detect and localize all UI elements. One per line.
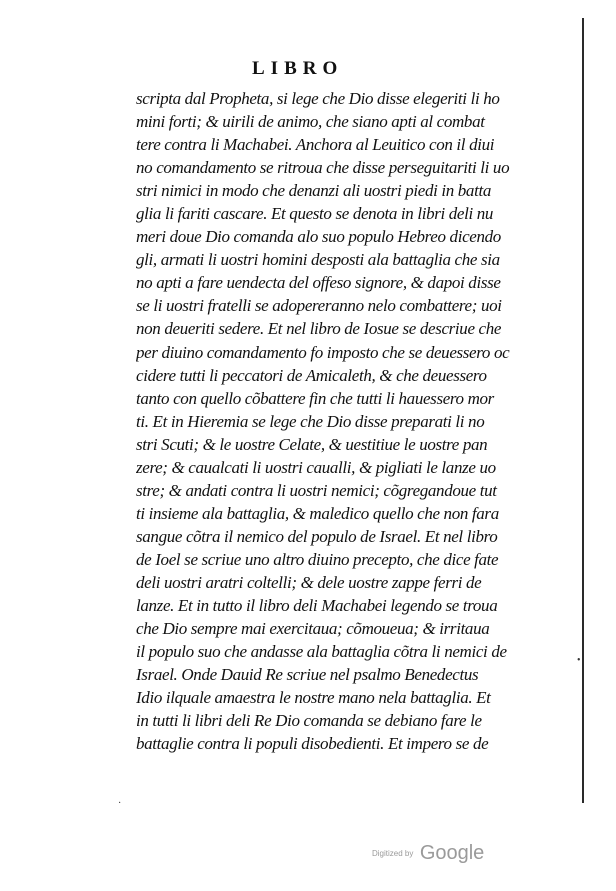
text-line: no comandamento se ritroua che disse perseguitariti li uo [136,158,510,178]
watermark-prefix: Digitized by [372,849,414,858]
text-line: sangue cõtra il nemico del populo de Israel. Et nel libro [136,526,498,546]
text-line: per diuino comandamento fo imposto che se deuessero oc [136,342,510,362]
text-line: stre; & andati contra li uostri nemici; cõgregandoue tut [136,480,497,500]
text-line: Idio ilquale amaestra le nostre mano nela battaglia. Et [136,688,491,708]
text-line: mini forti; & uirili de animo, che siano apti al combat [136,112,485,132]
text-line: il populo suo che andasse ala battaglia cõtra li nemici de [136,642,507,662]
text-line: no apti a fare uendecta del offeso signore, & dapoi disse [136,273,501,293]
text-line: Israel. Onde Dauid Re scriue nel psalmo Benedectus [136,665,479,685]
text-line: tere contra li Machabei. Anchora al Leuitico con il diui [136,135,495,155]
text-line: stri Scuti; & le uostre Celate, & uestitiue le uostre pan [136,434,488,454]
text-line: in tutti li libri deli Re Dio comanda se debiano fare le [136,711,482,731]
text-line: deli uostri aratri coltelli; & dele uostre zappe ferri de [136,572,482,592]
margin-speck-mark: • [577,655,581,666]
text-line: zere; & caualcati li uostri caualli, & pigliati le lanze uo [136,457,496,477]
text-line: che Dio sempre mai exercitaua; cõmoueua; & irritaua [136,619,490,639]
margin-speck-mark: · [118,798,122,809]
digitized-by-google-watermark [372,842,512,865]
text-line: lanze. Et in tutto il libro deli Machabei legendo se troua [136,596,498,616]
text-line: tanto con quello cõbattere fin che tutti li hauessero mor [136,388,494,408]
google-logo: Google [419,842,485,864]
text-line: stri nimici in modo che denanzi ali uostri piedi in batta [136,181,491,201]
running-header: LIBRO [252,58,344,79]
text-line: glia li fariti cascare. Et questo se denota in libri deli nu [136,204,494,224]
text-line: ti insieme ala battaglia, & maledico quello che non fara [136,503,499,523]
text-line: gli, armati li uostri homini desposti ala battaglia che sia [136,250,500,270]
text-line: battaglie contra li populi disobedienti. Et impero se de [136,734,489,754]
text-line: de Ioel se scriue uno altro diuino precepto, che dice fate [136,549,499,569]
text-line: scripta dal Propheta, si lege che Dio disse elegeriti li ho [136,89,500,108]
body-text [136,87,526,755]
text-line: ti. Et in Hieremia se lege che Dio disse preparati li no [136,411,485,431]
text-line: non deueriti sedere. Et nel libro de Iosue se descriue che [136,319,502,339]
text-line: meri doue Dio comanda alo suo populo Hebreo dicendo [136,227,501,247]
text-line: se li uostri fratelli se adopereranno nelo combattere; uoi [136,296,502,316]
binding-edge-line [582,18,584,803]
text-line: cidere tutti li peccatori de Amicaleth, & che deuessero [136,365,487,385]
